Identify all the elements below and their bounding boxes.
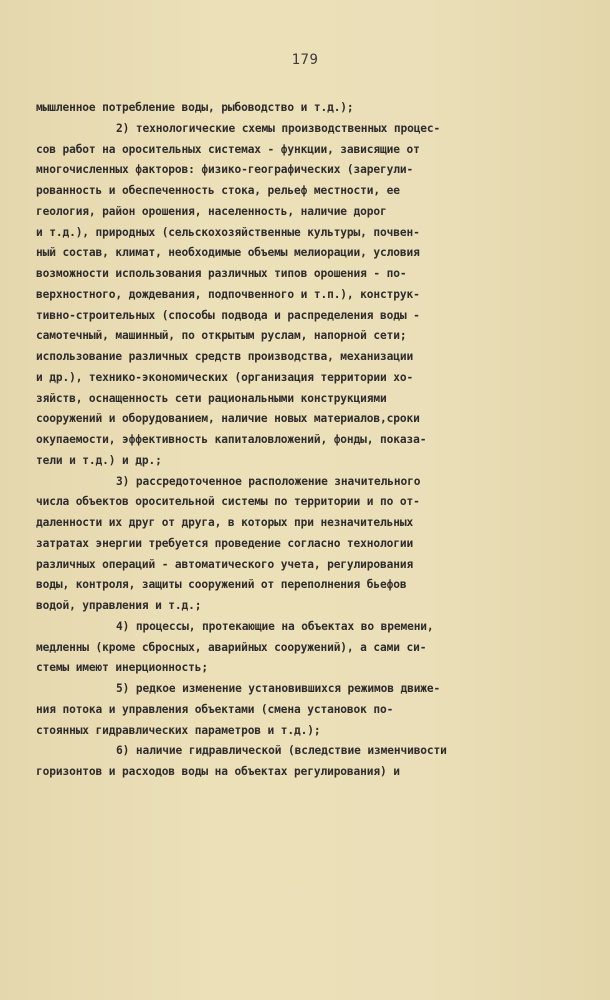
text-line: 3) рассредоточенное расположение значительного (116, 474, 421, 488)
text-line: даленности их друг от друга, в которых при незначительных (36, 516, 414, 529)
text-line: 2) технологические схемы производственных процес- (116, 121, 441, 135)
text-line: рованность и обеспеченность стока, рельеф местности, ее (36, 184, 400, 197)
text-line: водой, управления и т.д.; (36, 599, 202, 612)
text-line: воды, контроля, защиты сооружений от переполнения бьефов (36, 578, 407, 592)
text-line: сооружений и оборудованием, наличие новых материалов,сроки (36, 412, 420, 426)
text-line: зяйств, оснащенность сети рациональными конструкциями (36, 391, 387, 405)
text-line: ный состав, климат, необходимые объемы мелиорации, условия (36, 246, 420, 260)
text-line: геология, район орошения, населенность, наличие дорог (36, 204, 387, 218)
text-line: использование различных средств производства, механизации (36, 350, 414, 363)
text-line: тели и т.д.) и др.; (36, 453, 162, 467)
text-line: стоянных гидравлических параметров и т.д.); (36, 723, 321, 737)
text-line: ния потока и управления объектами (смена установок по- (36, 702, 394, 716)
body-text (36, 98, 576, 783)
text-line: числа объектов оросительной системы по территории и по от- (36, 495, 420, 509)
text-line: мышленное потребление воды, рыбоводство и т.д.); (36, 101, 354, 114)
text-line: и т.д.), природных (сельскохозяйственные культуры, почвен- (36, 225, 420, 239)
text-line: горизонтов и расходов воды на объектах регулирования) и (36, 765, 400, 778)
text-line: многочисленных факторов: физико-географических (зарегули- (36, 163, 414, 177)
text-line: различных операций - автоматического учета, регулирования (36, 557, 414, 571)
text-line: затратах энергии требуется проведение согласно технологии (36, 536, 414, 550)
text-line: стемы имеют инерционность; (36, 661, 209, 675)
text-line: тивно-строительных (способы подвода и распределения воды - (36, 308, 420, 322)
text-line: возможности использования различных типов орошения - по- (36, 267, 407, 280)
text-line: самотечный, машинный, по открытым руслам, напорной сети; (36, 329, 407, 343)
text-line: верхностного, дождевания, подпочвенного и т.п.), конструк- (36, 287, 420, 301)
text-line: медленны (кроме сбросных, аварийных сооружений), а сами си- (36, 640, 427, 654)
text-line: сов работ на оросительных системах - функции, зависящие от (36, 142, 420, 156)
text-line: и др.), технико-экономических (организация территории хо- (36, 370, 414, 384)
text-line: 6) наличие гидравлической (вследствие изменчивости (116, 744, 447, 758)
page-number: 179 (291, 52, 319, 68)
text-line: 5) редкое изменение установившихся режимов движе- (116, 682, 441, 695)
text-line: 4) процессы, протекающие на объектах во времени, (116, 619, 434, 633)
text-line: окупаемости, эффективность капиталовложений, фонды, показа- (36, 433, 427, 446)
